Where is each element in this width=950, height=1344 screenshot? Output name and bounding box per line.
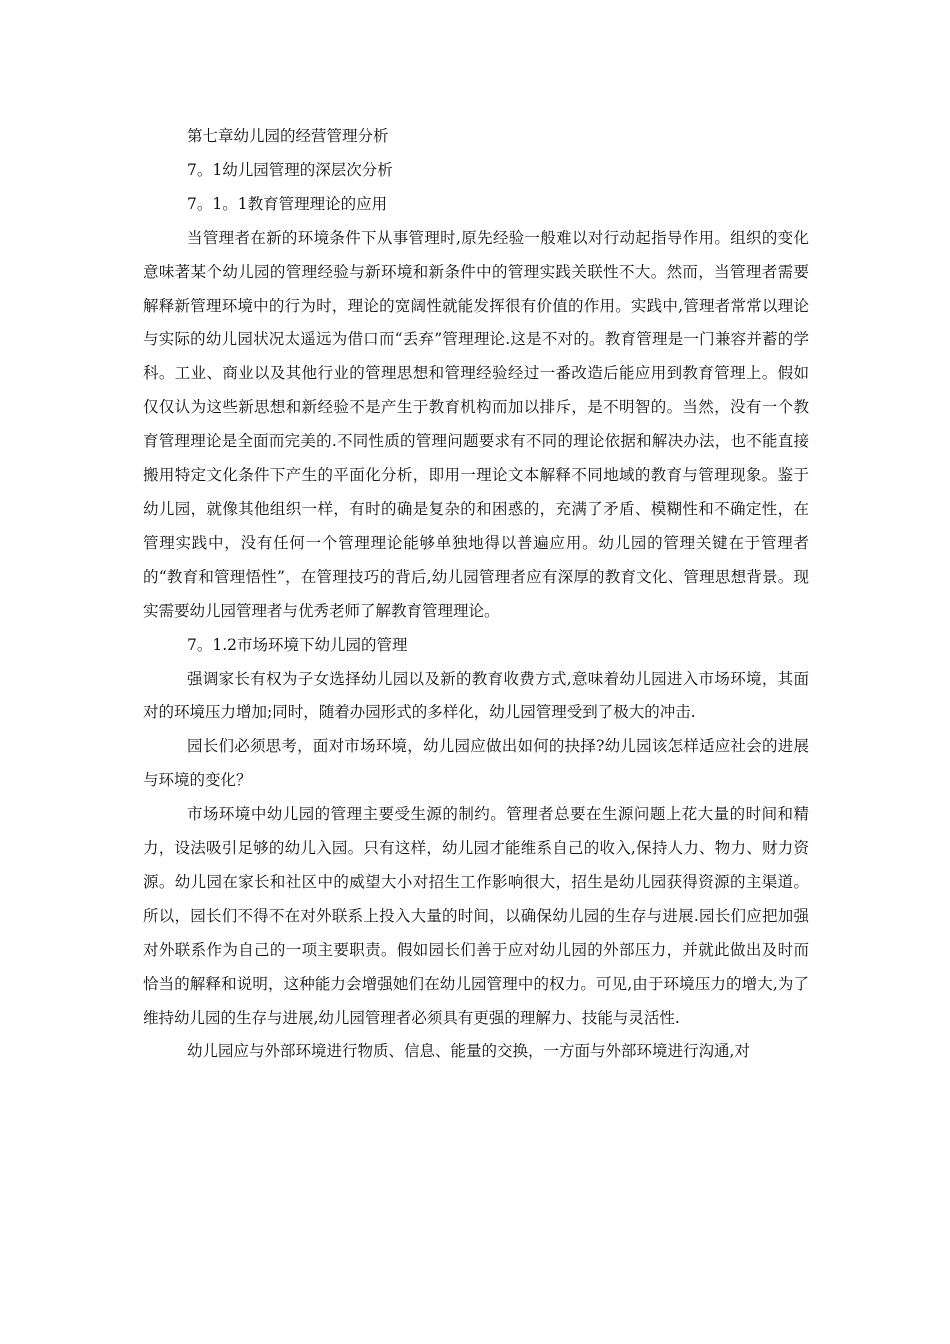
- body-paragraph: 幼儿园应与外部环境进行物质、信息、能量的交换，一方面与外部环境进行沟通,对: [187, 1042, 750, 1061]
- body-paragraph: 强调家长有权为子女选择幼儿园以及新的教育收费方式,意味着幼儿园进入市场环境，其面对的环境压力增加;同时，随着办园形式的多样化，幼儿园管理受到了极大的冲击.: [143, 669, 809, 722]
- body-paragraph: 当管理者在新的环境条件下从事管理时,原先经验一般难以对行动起指导作用。组织的变化意味著某个幼儿园的管理经验与新环境和新条件中的管理实践关联性不大。然而，当管理者需要解释新管理环境中的行为时，理论的宽阔性就能发挥很有价值的作用。实践中,管理者常常以理论与实际的幼儿园状况太遥远为借口而“丢弃”管理理论.这是不对的。教育管理是一门兼容并蓄的学科。工业、商业以及其他行业的管理思想和管理经验经过一番改造后能应用到教育管理上。假如仅仅认为这些新思想和新经验不是产生于教育机构而加以排斥，是不明智的。当然，没有一个教育管理理论是全面而完美的.不同性质的管理问题要求有不同的理论依据和解决办法，也不能直接搬用特定文化条件下产生的平面化分析，即用一理论文本解释不同地域的教育与管理现象。鉴于幼儿园，就像其他组织一样，有时的确是复杂的和困惑的，充满了矛盾、模糊性和不确定性，在管理实践中，没有任何一个管理理论能够单独地得以普遍应用。幼儿园的管理关键在于管理者的“教育和管理悟性”，在管理技巧的背后,幼儿园管理者应有深厚的教育文化、管理思想背景。现实需要幼儿园管理者与优秀老师了解教育管理理论。: [143, 228, 809, 620]
- subsection-title: 7。1。1教育管理理论的应用: [187, 194, 388, 213]
- subsection-title: 7。1.2市场环境下幼儿园的管理: [187, 635, 408, 654]
- section-title: 7。1幼儿园管理的深层次分析: [187, 160, 393, 179]
- body-paragraph: 园长们必须思考，面对市场环境，幼儿园应做出如何的抉择?幼儿园该怎样适应社会的进展与环境的变化？: [143, 737, 809, 790]
- body-paragraph: 市场环境中幼儿园的管理主要受生源的制约。管理者总要在生源问题上花大量的时间和精力，设法吸引足够的幼儿入园。只有这样，幼儿园才能维系自己的收入,保持人力、物力、财力资源。幼儿园在家长和社区中的威望大小对招生工作影响很大，招生是幼儿园获得资源的主渠道。所以，园长们不得不在对外联系上投入大量的时间，以确保幼儿园的生存与进展.园长们应把加强对外联系作为自己的一项主要职责。假如园长们善于应对幼儿园的外部压力，并就此做出及时而恰当的解释和说明，这种能力会增强她们在幼儿园管理中的权力。可见,由于环境压力的增大,为了维持幼儿园的生存与进展,幼儿园管理者必须具有更强的理解力、技能与灵活性.: [143, 805, 809, 1027]
- chapter-title: 第七章幼儿园的经营管理分析: [187, 127, 389, 145]
- document-body: [143, 120, 809, 1069]
